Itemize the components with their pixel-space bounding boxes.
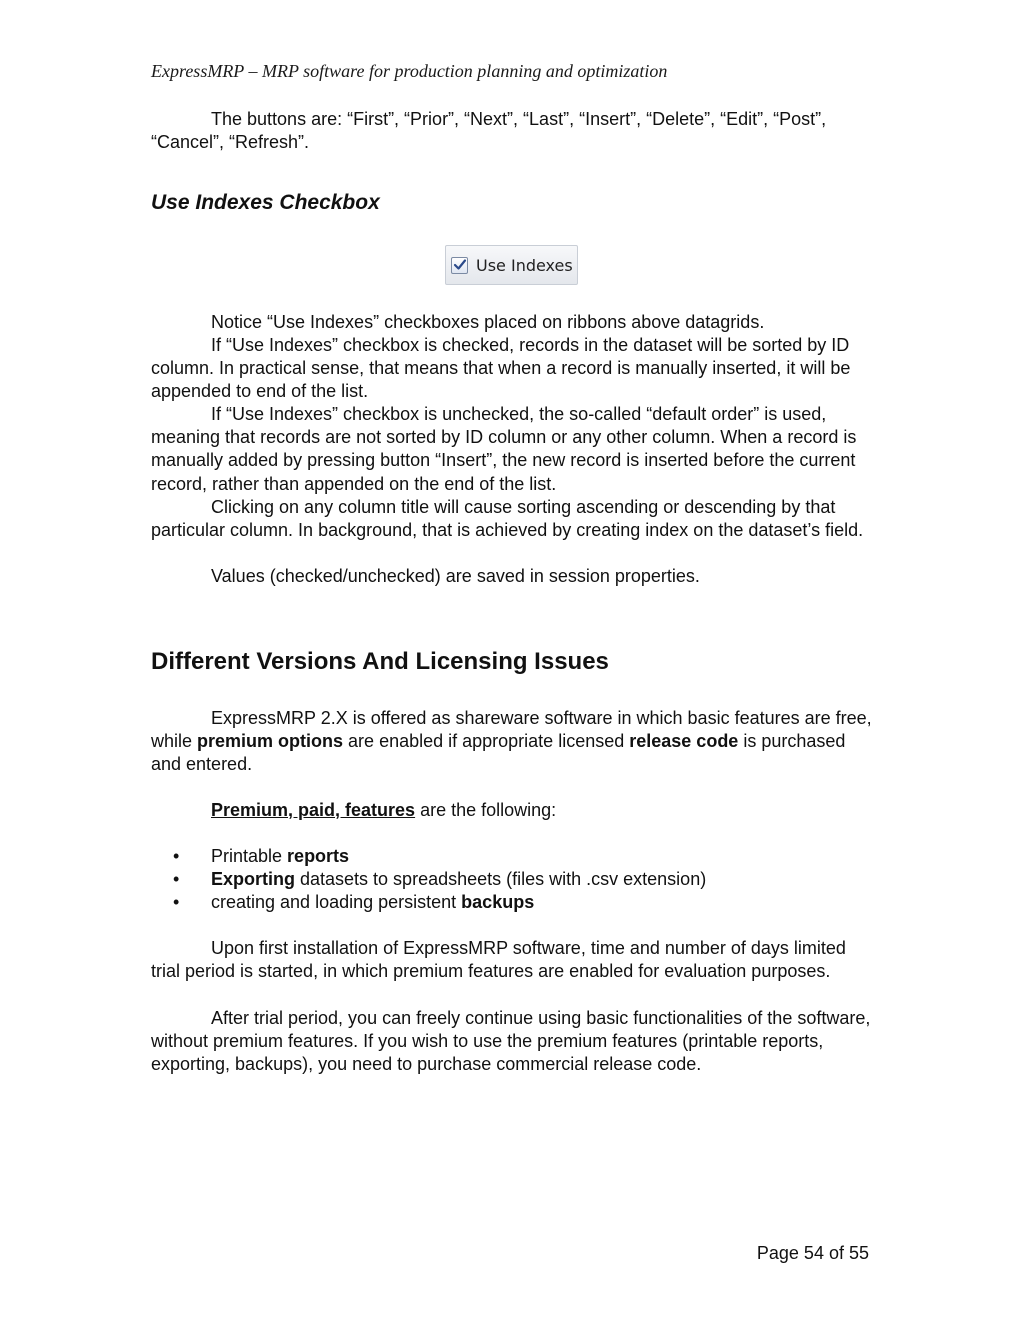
use-indexes-heading: Use Indexes Checkbox [151, 191, 380, 214]
licensing-p3: After trial period, you can freely continue using basic functionalities of the software, without premium features. If you wish to use the premium features (printable reports, exporting, backups), you need to purchase commercial release code. [151, 1008, 871, 1075]
list-item: • creating and loading persistent backups [151, 891, 873, 914]
bullet-icon: • [173, 846, 180, 866]
buttons-paragraph: The buttons are: “First”, “Prior”, “Next”, “Last”, “Insert”, “Delete”, “Edit”, “Post”, “Cancel”, “Refresh”. [151, 109, 827, 153]
licensing-p2: Upon first installation of ExpressMRP software, time and number of days limited trial period is started, in which premium features are enabled for evaluation purposes. [151, 938, 846, 982]
checkbox-check-icon [451, 257, 468, 274]
licensing-heading: Different Versions And Licensing Issues [151, 648, 609, 675]
use-indexes-p1: Notice “Use Indexes” checkboxes placed on ribbons above datagrids. [211, 312, 765, 332]
page-number: Page 54 of 55 [756, 1243, 869, 1263]
premium-features-intro: Premium, paid, features are the following: [211, 800, 557, 820]
page-header: ExpressMRP – MRP software for production planning and optimization [151, 61, 668, 81]
list-item: • Printable reports [151, 845, 873, 868]
bullet-icon: • [173, 892, 180, 913]
use-indexes-p3: If “Use Indexes” checkbox is unchecked, the so-called “default order” is used, meaning that records are not sorted by ID column or any other column. When a record is manually added by pressing button “Insert”, the new record is inserted before the current record, rather than appended on the end of the list. [151, 404, 857, 494]
release-code-bold: release code [629, 731, 739, 752]
bullet-icon: • [173, 869, 180, 890]
use-indexes-checkbox[interactable] [445, 245, 578, 285]
premium-options-bold: premium options [197, 731, 344, 752]
premium-features-label: Premium, paid, features [211, 800, 416, 820]
use-indexes-p4: Clicking on any column title will cause sorting ascending or descending by that particular column. In background, that is achieved by creating index on the dataset’s field. [151, 497, 864, 541]
list-item: • Exporting datasets to spreadsheets (files with .csv extension) [151, 868, 873, 891]
use-indexes-p5: Values (checked/unchecked) are saved in session properties. [211, 566, 700, 586]
use-indexes-p2: If “Use Indexes” checkbox is checked, records in the dataset will be sorted by ID column. In practical sense, that means that when a record is manually inserted, it will be appended to end of the list. [151, 335, 851, 402]
licensing-p1: ExpressMRP 2.X is offered as shareware software in which basic features are free, while premium options are enabled if appropriate licensed release code is purchased and entered. [151, 708, 872, 775]
use-indexes-checkbox-label: Use Indexes [476, 255, 573, 275]
premium-features-list [151, 845, 873, 915]
